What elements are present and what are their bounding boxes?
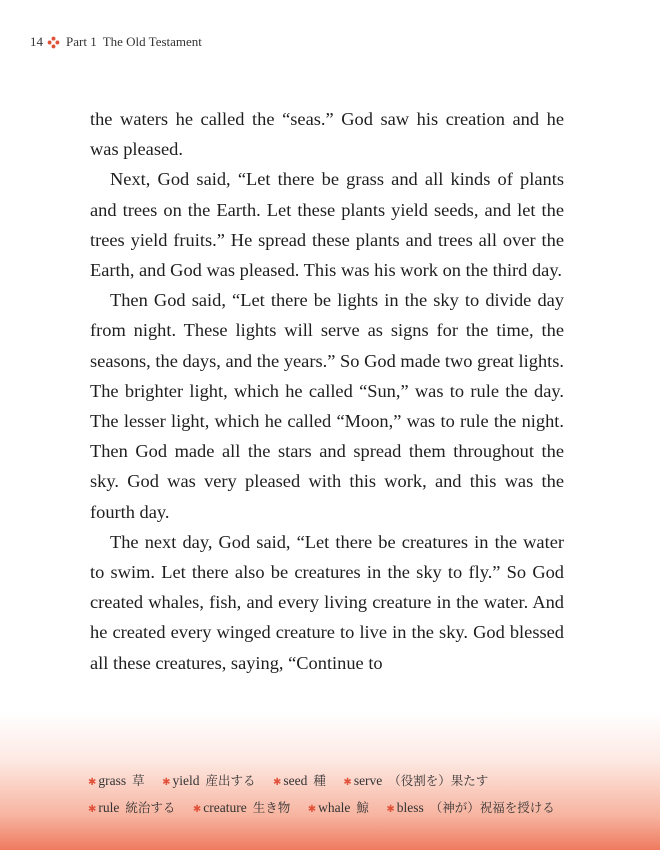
glossary-word: serve bbox=[353, 773, 383, 788]
glossary-meaning: （神が）祝福を授ける bbox=[429, 801, 555, 815]
running-header bbox=[30, 34, 202, 50]
glossary-item bbox=[88, 801, 175, 815]
asterisk-icon: ✱ bbox=[88, 777, 97, 788]
glossary-word: rule bbox=[98, 800, 120, 815]
glossary-item bbox=[88, 774, 145, 788]
glossary-word: whale bbox=[318, 800, 351, 815]
glossary-word: grass bbox=[98, 773, 127, 788]
glossary-item bbox=[308, 801, 369, 815]
glossary-word: creature bbox=[203, 800, 247, 815]
flower-ornament-icon bbox=[47, 36, 60, 49]
glossary-meaning: （役割を）果たす bbox=[388, 774, 489, 788]
glossary-item bbox=[343, 774, 488, 788]
paragraph: the waters he called the “seas.” God saw his creation and he was pleased. bbox=[90, 109, 564, 160]
asterisk-icon: ✱ bbox=[307, 804, 317, 815]
glossary-meaning: 生き物 bbox=[252, 801, 291, 815]
glossary-meaning: 統治する bbox=[125, 801, 176, 815]
section-title: The Old Testament bbox=[102, 34, 202, 49]
asterisk-icon: ✱ bbox=[273, 777, 282, 788]
glossary-item bbox=[193, 801, 290, 815]
glossary-word: seed bbox=[283, 773, 308, 788]
glossary bbox=[88, 768, 578, 822]
glossary-item bbox=[273, 774, 326, 788]
part-label: Part 1 bbox=[66, 34, 97, 49]
glossary-meaning: 草 bbox=[132, 774, 145, 788]
glossary-meaning: 鯨 bbox=[356, 801, 369, 815]
asterisk-icon: ✱ bbox=[162, 777, 171, 788]
glossary-meaning: 産出する bbox=[205, 774, 256, 788]
page-number: 14 bbox=[30, 34, 43, 49]
glossary-word: yield bbox=[172, 773, 200, 788]
glossary-item bbox=[162, 774, 255, 788]
body-text bbox=[90, 104, 564, 678]
paragraph: The next day, God said, “Let there be creatures in the water to swim. Let there also be creatures in the sky to fly.” So God created whales, fish, and every living creature in the water. And he created every winged creature to live in the sky. God blessed all these creatures, saying, “Continue to bbox=[90, 531, 564, 673]
asterisk-icon: ✱ bbox=[88, 804, 97, 815]
asterisk-icon: ✱ bbox=[386, 804, 395, 815]
paragraph: Next, God said, “Let there be grass and all kinds of plants and trees on the Earth. Let these plants yield seeds, and let the trees yield fruits.” He spread these plants and trees all over the Earth, and God was pleased. This was his work on the third day. bbox=[90, 169, 564, 281]
glossary-meaning: 種 bbox=[313, 774, 326, 788]
glossary-item bbox=[386, 801, 554, 815]
glossary-word: bless bbox=[396, 800, 424, 815]
asterisk-icon: ✱ bbox=[343, 777, 352, 788]
asterisk-icon: ✱ bbox=[192, 804, 202, 815]
paragraph: Then God said, “Let there be lights in the sky to divide day from night. These lights will serve as signs for the time, the seasons, the days, and the years.” So God made two great lights. The brighter light, which he called “Sun,” was to rule the day. The lesser light, which he called “Moon,” was to rule the night. Then God made all the stars and spread them throughout the sky. God was very pleased with this work, and this was the fourth day. bbox=[90, 290, 564, 522]
